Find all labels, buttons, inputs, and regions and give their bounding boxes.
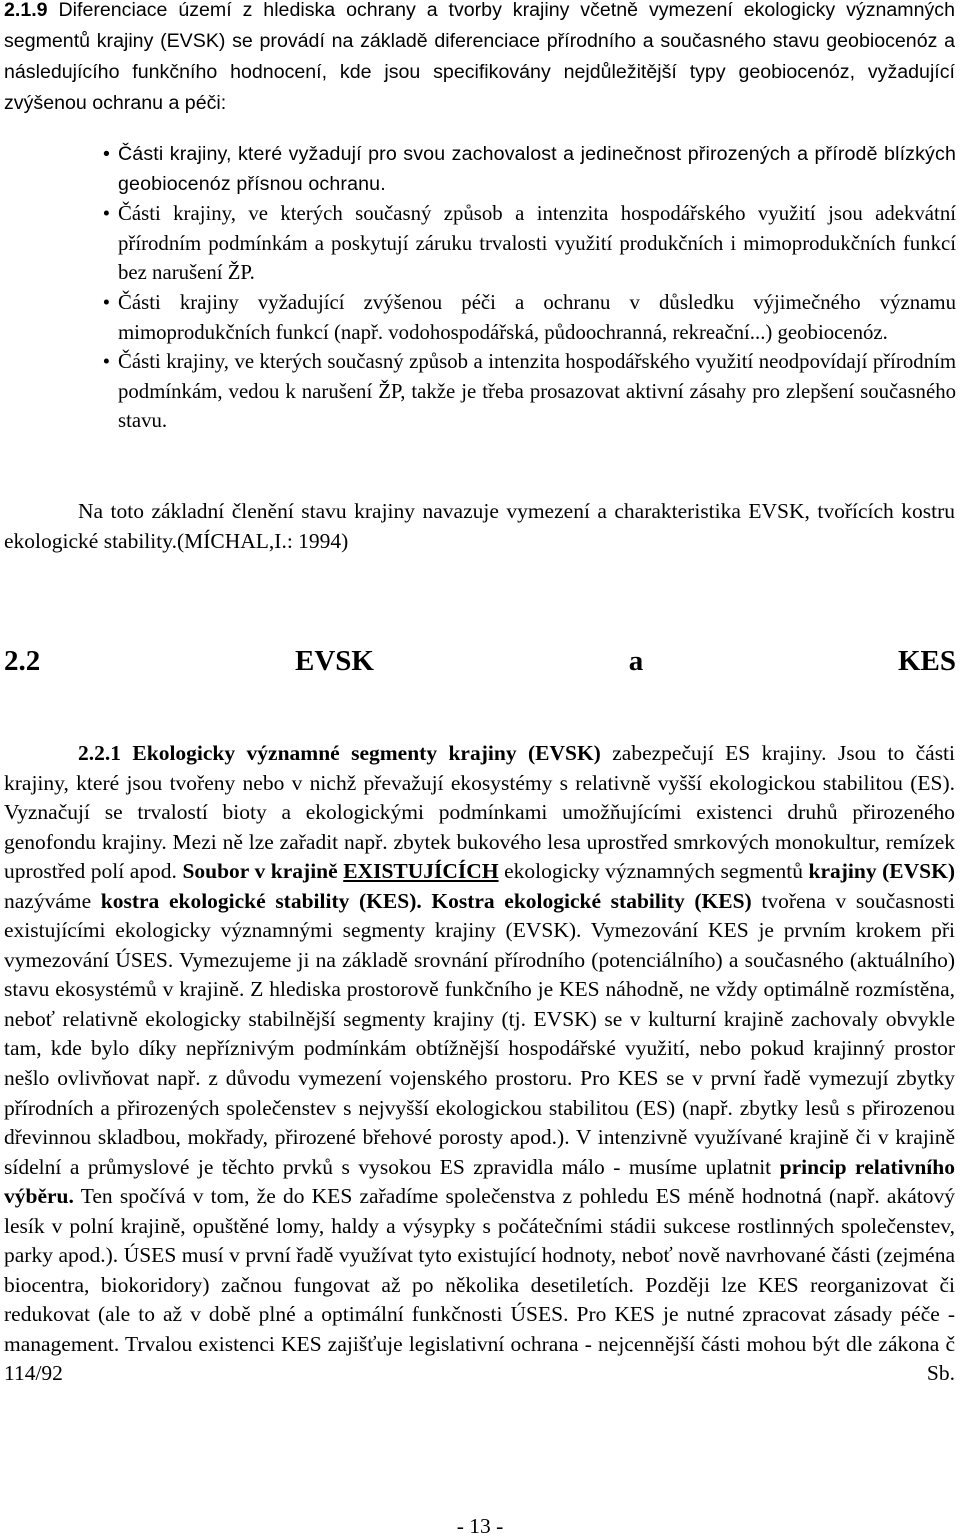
bold-text: princip relativního výběru. [4,1154,955,1209]
body-text: nazýváme [4,888,101,913]
bullet-item: • Části krajiny, ve kterých současný způsob a intenzita hospodářského využití jsou adekvátní přírodním podmínkám a poskytují záruku trvalosti využití produkčních i mimoprodukčních funkcí bez narušení ŽP. [118,199,956,288]
bold-text: kostra ekologické stability (KES). Kostra ekologické stability (KES) [100,888,752,913]
section-2-1-9-paragraph [4,0,955,119]
closing-paragraph: Na toto základní členění stavu krajiny navazuje vymezení a charakteristika EVSK, tvořících kostru ekologické stability.(MÍCHAL,I.: 1994) [4,499,955,553]
heading-word: a [628,645,644,677]
subsection-title: 2.2.1 Ekologicky významné segmenty krajiny (EVSK) [78,741,601,765]
page-number: - 13 - [456,1514,504,1538]
heading-word: KES [897,645,956,677]
bullet-item: • Části krajiny, ve kterých současný způsob a intenzita hospodářského využití neodpovídají přírodním podmínkám, vedou k narušení ŽP, takže je třeba prosazovat aktivní zásahy pro zlepšení současného stavu. [118,347,956,436]
body-text: Ten spočívá v tom, že do KES zařadíme společenstva z pohledu ES méně hodnotná (např. akátový lesík v polní krajině, opuštěné lomy, haldy a výsypky s počátečními stádii sukcese rostlinných společenstev, parky apod.). ÚSES musí v první řadě využívat tyto existující hodnoty, neboť nově navrhované části (zejména biocentra, biokoridory) začnou fungovat až po několika desetiletích. Později lze KES reorganizovat či redukovat (ale to až v době plné a optimální funkčnosti ÚSES. Pro KES je nutné zpracovat zásady péče - management. Trvalou existenci KES zajišťuje legislativní ochrana - nejcennější části mohou být dle zákona č 114/92 Sb. [4,1184,955,1386]
section-2-2-heading [4,641,956,681]
bullet-item: • Části krajiny vyžadující zvýšenou péči a ochranu v důsledku výjimečného významu mimoprodukčních funkcí (např. vodohospodářská, půdoochranná, rekreační...) geobiocenóz. [118,288,956,347]
body-text: tvořena v současnosti existujícími ekologicky významnými segmenty krajiny (EVSK). Vymezování KES je prvním krokem při vymezování ÚSES. Vymezujeme ji na základě srovnání přírodního (potenciálního) a současného (aktuálního) stavu ekosystémů v krajině. Z hlediska prostorově funkčního je KES náhodně, ne vždy optimálně rozmístěna, neboť relativně ekologicky stabilnější segmenty krajiny (tj. EVSK) se v kulturní krajině zachovaly obvykle tam, kde bylo díky nepříznivým podmínkám obtížnější hospodářské využití, nebo pokud krajinný prostor nešlo ovlivňovat např. z důvodu vymezení vojenského prostoru. Pro KES se v první řadě vymezují zbytky přírodních a přirozených společenstev s nejvyšší ekologickou stabilitou (ES) (např. zbytky lesů s přirozenou dřevinnou skladbou, mokřady, přirozené břehové porosty apod.). V intenzivně využívané krajině či v krajině sídelní a průmyslové je těchto prvků s vysokou ES zpravidla málo - musíme uplatnit [4,888,955,1179]
body-text: ekologicky významných segmentů [498,859,809,884]
bold-text: krajiny (EVSK) [808,859,955,884]
section-text: Diferenciace území z hlediska ochrany a tvorby krajiny včetně vymezení ekologicky významných segmentů krajiny (EVSK) se provádí na základě diferenciace přírodního a současného stavu geobiocenóz a následujícího funkčního hodnocení, kde jsou specifikovány nejdůležitější typy geobiocenóz, vyžadující zvýšenou ochranu a péči: [4,0,955,114]
heading-word: EVSK [294,645,374,677]
bullet-item: • Části krajiny, které vyžadují pro svou zachovalost a jedinečnost přirozených a přírodě blízkých geobiocenóz přísnou ochranu. [118,140,956,199]
heading-number: 2.2 [4,645,41,677]
section-2-2-1-paragraph [4,739,955,1389]
section-number: 2.1.9 [4,0,48,21]
body-text: zabezpečují ES krajiny. Jsou to části krajiny, které jsou tvořeny nebo v nichž převažují ekosystémy s relativně vyšší ekologickou stabilitou (ES). Vyznačují se trvalostí bioty a ekologickými podmínkami umožňujícími existenci druhů přirozeného genofondu krajiny. Mezi ně lze zařadit např. zbytek bukového lesa uprostřed smrkových monokultur, remízek uprostřed polí apod. [4,741,956,884]
bullet-list [118,140,956,436]
bold-text: Soubor v krajině [182,859,344,884]
underlined-text: EXISTUJÍCÍCH [343,859,499,884]
